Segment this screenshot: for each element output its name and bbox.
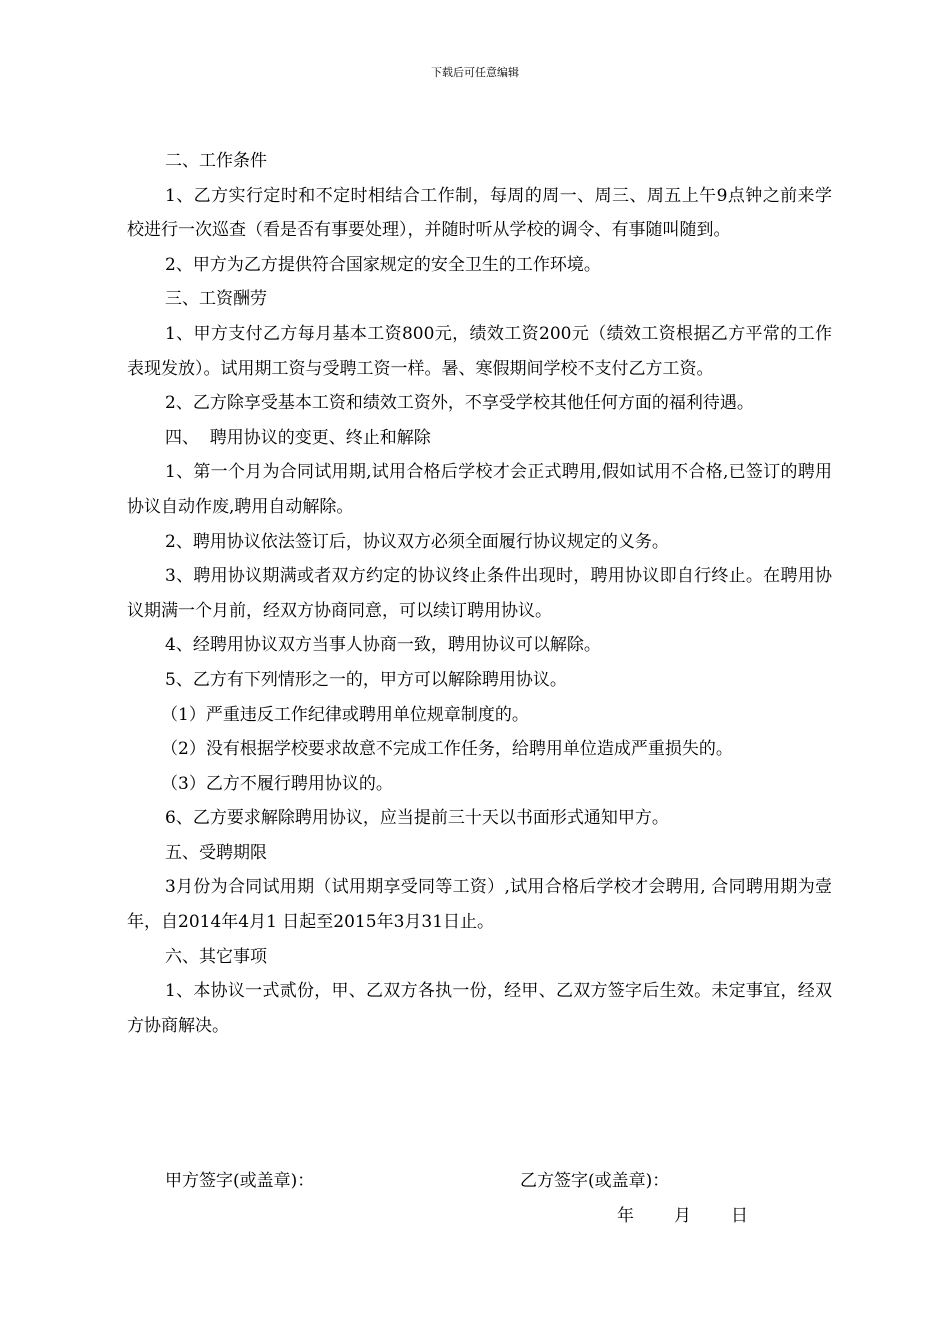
contract-body (127, 144, 832, 1043)
signature-date (617, 1203, 748, 1229)
clause-paragraph: 1、乙方实行定时和不定时相结合工作制，每周的周一、周三、周五上午9点钟之前来学校进行一次巡查（看是否有事要处理），并随时听从学校的调令、有事随叫随到。 (127, 185, 832, 241)
clause-paragraph: 6、乙方要求解除聘用协议，应当提前三十天以书面形式通知甲方。 (165, 808, 669, 829)
sub-clause: （1）严重违反工作纪律或聘用单位规章制度的。 (161, 704, 529, 725)
clause-paragraph: 1、第一个月为合同试用期,试用合格后学校才会正式聘用,假如试用不合格,已签订的聘用协议自动作废,聘用自动解除。 (127, 462, 832, 517)
clause-paragraph: 3月份为合同试用期（试用期享受同等工资）,试用合格后学校才会聘用, 合同聘用期为壹年，自2014年4月1 日起至2015年3月31日止。 (127, 877, 832, 933)
clause-paragraph: 3、聘用协议期满或者双方约定的协议终止条件出现时，聘用协议即自行终止。在聘用协议期满一个月前，经双方协商同意，可以续订聘用协议。 (127, 566, 832, 621)
page-header-note: 下载后可任意编辑 (431, 66, 519, 79)
clause-paragraph: 2、甲方为乙方提供符合国家规定的安全卫生的工作环境。 (165, 254, 601, 275)
clause-paragraph: 2、乙方除享受基本工资和绩效工资外，不享受学校其他任何方面的福利待遇。 (165, 393, 754, 414)
section-heading: 二、工作条件 (165, 151, 267, 171)
sub-clause: （2）没有根据学校要求故意不完成工作任务，给聘用单位造成严重损失的。 (161, 739, 733, 760)
signature-row (165, 1168, 845, 1194)
section-heading: 六、其它事项 (165, 946, 267, 967)
section-heading: 三、工资酬劳 (165, 289, 267, 310)
party-b-signature-label: 乙方签字(或盖章)： (520, 1171, 670, 1191)
clause-paragraph: 1、甲方支付乙方每月基本工资800元，绩效工资200元（绩效工资根据乙方平常的工作表现发放）。试用期工资与受聘工资一样。暑、寒假期间学校不支付乙方工资。 (127, 323, 832, 379)
section-heading: 五、受聘期限 (165, 842, 267, 863)
section-heading: 四、 聘用协议的变更、终止和解除 (165, 427, 431, 448)
date-year-label: 年 (617, 1206, 634, 1226)
clause-paragraph: 4、经聘用协议双方当事人协商一致，聘用协议可以解除。 (165, 635, 601, 656)
clause-paragraph: 1、本协议一式贰份，甲、乙双方各执一份，经甲、乙双方签字后生效。未定事宜，经双方协商解决。 (127, 981, 832, 1036)
party-a-signature-label: 甲方签字(或盖章)： (165, 1171, 315, 1191)
sub-clause: （3）乙方不履行聘用协议的。 (161, 773, 393, 794)
clause-paragraph: 2、聘用协议依法签订后，协议双方必须全面履行协议规定的义务。 (165, 531, 669, 552)
date-month-label: 月 (674, 1206, 691, 1226)
date-day-label: 日 (731, 1206, 748, 1226)
clause-paragraph: 5、乙方有下列情形之一的，甲方可以解除聘用协议。 (165, 669, 567, 690)
